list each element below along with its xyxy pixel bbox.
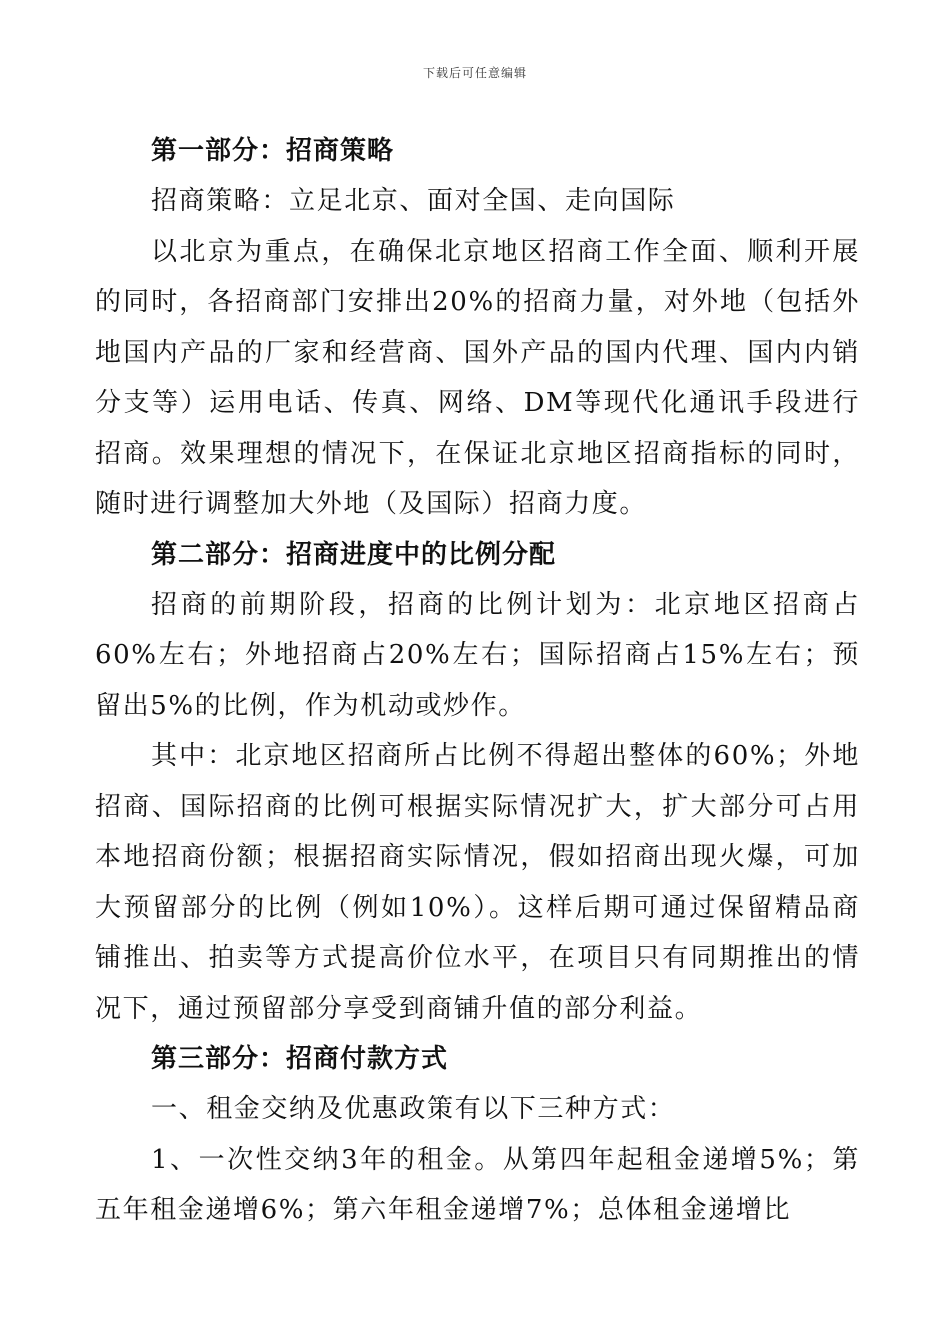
section-heading-part1: 第一部分：招商策略 — [151, 136, 395, 166]
part3-intro-line: 一、租金交纳及优惠政策有以下三种方式： — [151, 1094, 676, 1124]
page-header: 下载后可任意编辑 — [422, 66, 527, 80]
section-heading-part3: 第三部分：招商付款方式 — [151, 1044, 449, 1074]
part2-ratio-paragraph: 招商的前期阶段，招商的比例计划为：北京地区招商占60%左右；外地招商占20%左右；国际招商占15%左右；预留出5%的比例，作为机动或炒作。 — [95, 589, 860, 721]
strategy-statement: 招商策略：立足北京、面对全国、走向国际 — [151, 186, 676, 216]
part1-body-paragraph: 以北京为重点，在确保北京地区招商工作全面、顺利开展的同时，各招商部门安排出20%的招商力量，对外地（包括外地国内产品的厂家和经营商、国外产品的国内代理、国内内销分支等）运用电话、传真、网络、DM等现代化通讯手段进行招商。效果理想的情况下，在保证北京地区招商指标的同时，随时进行调整加大外地（及国际）招商力度。 — [95, 236, 860, 519]
part3-item-1-paragraph: 1、一次性交纳3年的租金。从第四年起租金递增5%；第五年租金递增6%；第六年租金递增7%；总体租金递增比 — [95, 1144, 860, 1225]
part2-detail-paragraph: 其中：北京地区招商所占比例不得超出整体的60%；外地招商、国际招商的比例可根据实际情况扩大，扩大部分可占用本地招商份额；根据招商实际情况，假如招商出现火爆，可加大预留部分的比例（例如10%）。这样后期可通过保留精品商铺推出、拍卖等方式提高价位水平，在项目只有同期推出的情况下，通过预留部分享受到商铺升值的部分利益。 — [95, 741, 860, 1024]
document-body — [95, 126, 860, 1236]
section-heading-part2: 第二部分：招商进度中的比例分配 — [151, 539, 557, 570]
